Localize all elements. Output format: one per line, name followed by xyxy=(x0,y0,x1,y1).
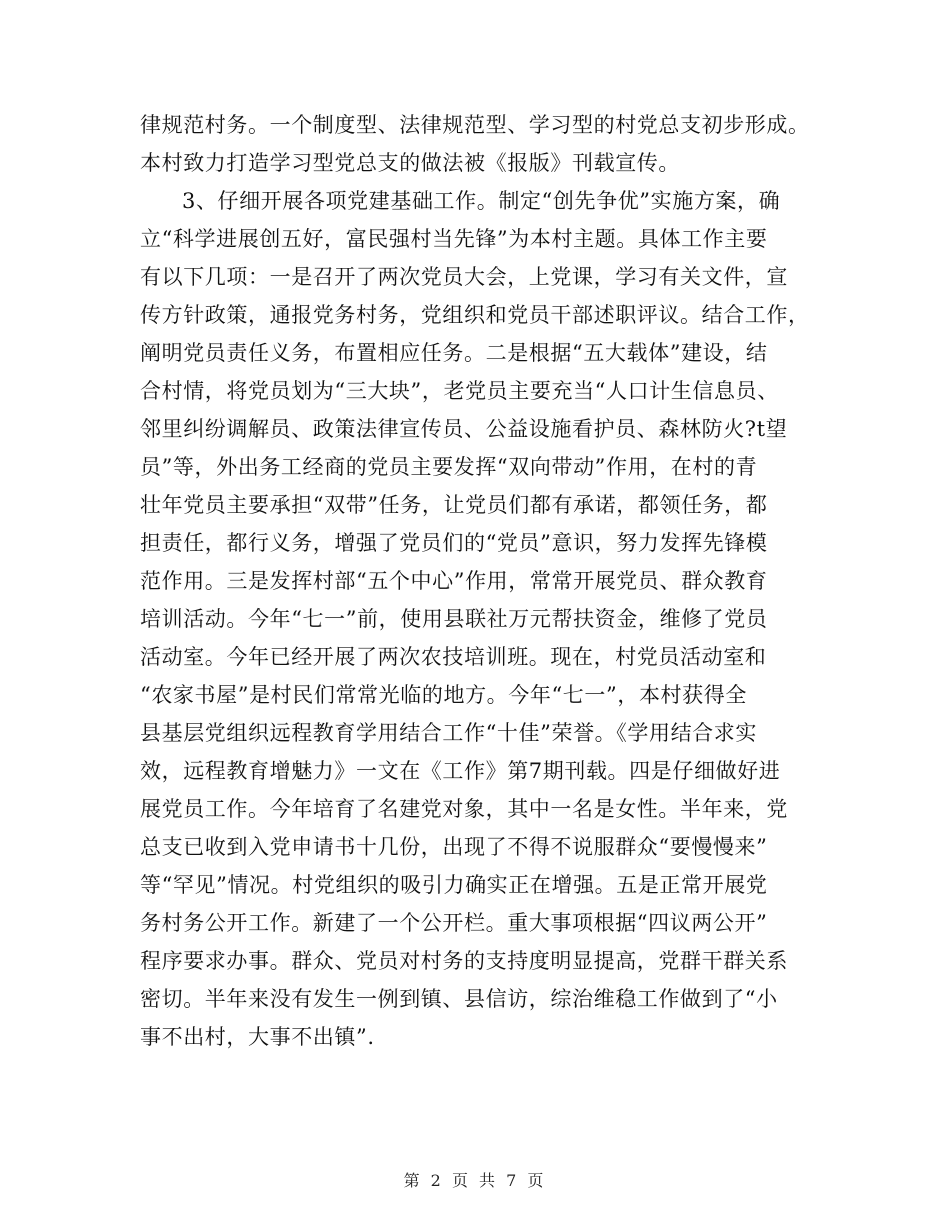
text-line: 务村务公开工作。新建了一个公开栏。重大事项根据“四议两公开” xyxy=(140,911,768,935)
text-line: 展党员工作。今年培育了名建党对象，其中一名是女性。半年来，党 xyxy=(140,797,788,821)
text-line: 担责任，都行义务，增强了党员们的“党员”意识，努力发挥先锋模 xyxy=(140,531,768,555)
text-line: 阐明党员责任义务，布置相应任务。二是根据“五大载体”建设，结 xyxy=(140,341,768,365)
text-line: 本村致力打造学习型党总支的做法被《报版》刊载宣传。 xyxy=(140,151,680,175)
text-line: 有以下几项：一是召开了两次党员大会，上党课，学习有关文件，宣 xyxy=(140,265,788,289)
text-line: 律规范村务。一个制度型、法律规范型、学习型的村党总支初步形成。 xyxy=(140,113,810,137)
text-line: 程序要求办事。群众、党员对村务的支持度明显提高，党群干群关系 xyxy=(140,949,788,973)
text-line: 效，远程教育增魅力》一文在《工作》第7期刊载。四是仔细做好进 xyxy=(140,759,781,783)
page-number-footer: 第 2 页 共 7 页 xyxy=(403,1171,547,1190)
text-line: 活动室。今年已经开展了两次农技培训班。现在，村党员活动室和 xyxy=(140,645,767,669)
document-body xyxy=(140,106,820,1056)
text-line: 县基层党组织远程教育学用结合工作“十佳”荣誉。《学用结合求实 xyxy=(140,721,757,745)
text-line: 培训活动。今年“七一”前，使用县联社万元帮扶资金，维修了党员 xyxy=(140,607,768,631)
text-line: 传方针政策，通报党务村务，党组织和党员干部述职评议。结合工作， xyxy=(140,303,810,327)
text-line: 事不出村，大事不出镇”. xyxy=(140,1025,375,1049)
text-line: 壮年党员主要承担“双带”任务，让党员们都有承诺，都领任务，都 xyxy=(140,493,768,517)
text-line: 总支已收到入党申请书十几份，出现了不得不说服群众“要慢慢来” xyxy=(140,835,768,859)
text-line: 3、仔细开展各项党建基础工作。制定“创先争优”实施方案，确 xyxy=(182,189,781,213)
text-line: 范作用。三是发挥村部“五个中心”作用，常常开展党员、群众教育 xyxy=(140,569,768,593)
text-line: 密切。半年来没有发生一例到镇、县信访，综治维稳工作做到了“小 xyxy=(140,987,778,1011)
text-line: 员”等，外出务工经商的党员主要发挥“双向带动”作用，在村的青 xyxy=(140,455,758,479)
text-line: 等“罕见”情况。村党组织的吸引力确实正在增强。五是正常开展党 xyxy=(140,873,768,897)
text-line: “农家书屋”是村民们常常光临的地方。今年“七一”，本村获得全 xyxy=(140,683,747,707)
text-line: 邻里纠纷调解员、政策法律宣传员、公益设施看护员、森林防火?t望 xyxy=(140,417,788,441)
text-line: 立“科学进展创五好，富民强村当先锋”为本村主题。具体工作主要 xyxy=(140,227,768,251)
text-line: 合村情，将党员划为“三大块”，老党员主要充当“人口计生信息员、 xyxy=(140,379,779,403)
